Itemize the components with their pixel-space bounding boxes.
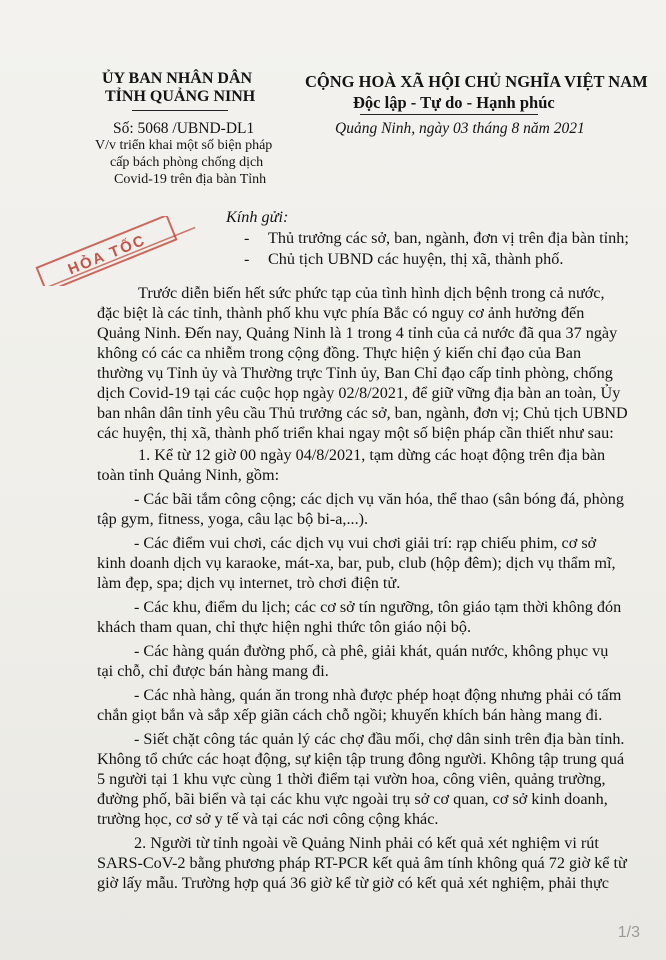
body-line: kinh doanh dịch vụ karaoke, mát-xa, bar, pub, club (hộp đêm); dịch vụ thẩm mĩ,: [97, 554, 616, 572]
body-line: - Các nhà hàng, quán ăn trong nhà được phép hoạt động nhưng phải có tấm: [134, 686, 622, 704]
body-line: chắn giọt bắn và sắp xếp giãn cách chỗ ngồi; khuyến khích bán hàng mang đi.: [97, 706, 603, 724]
body-line: đặc biệt là các tỉnh, thành phố khu vực phía Bắc có nguy cơ ảnh hưởng đến: [97, 304, 585, 322]
body-line: 1. Kể từ 12 giờ 00 ngày 04/8/2021, tạm dừng các hoạt động trên địa bàn: [138, 446, 606, 464]
body-line: Không tổ chức các hoạt động, sự kiện tập trung đông người. Không tập trung quá: [97, 750, 625, 768]
nation-title: CỘNG HOÀ XÃ HỘI CHỦ NGHĨA VIỆT NAM: [305, 72, 648, 91]
body-line: toàn tỉnh Quảng Ninh, gồm:: [97, 466, 280, 484]
body-line: đường phố, bãi biển và tại các khu vực ngoài trụ sở cơ quan, cơ sở kinh doanh,: [97, 790, 608, 808]
org-underline: [132, 110, 228, 111]
org-name-line1: ỦY BAN NHÂN DÂN: [102, 70, 253, 87]
body-line: - Các bãi tắm công cộng; các dịch vụ văn hóa, thể thao (sân bóng đá, phòng: [134, 490, 624, 508]
greeting: Kính gửi:: [226, 208, 289, 226]
body-line: thường vụ Tỉnh ủy và Thường trực Tỉnh ủy, Ban Chỉ đạo cấp tỉnh phòng, chống: [97, 364, 613, 382]
doc-number: Số: 5068 /UBND-DL1: [113, 120, 255, 137]
subject-line-3: Covid-19 trên địa bàn Tỉnh: [114, 172, 267, 187]
subject-line-2: cấp bách phòng chống dịch: [110, 155, 264, 170]
body-line: tập gym, fitness, yoga, câu lạc bộ bi-a,...).: [97, 510, 369, 528]
body-line: ban nhân dân tỉnh yêu cầu Thủ trưởng các sở, ban, ngành, đơn vị; Chủ tịch UBND: [97, 404, 628, 422]
body-line: giờ lấy mẫu. Trường hợp quá 36 giờ kể từ giờ có kết quả xét nghiệm, phải thực: [97, 874, 609, 892]
place-date: Quảng Ninh, ngày 03 tháng 8 năm 2021: [335, 120, 585, 137]
subject-line-1: V/v triển khai một số biện pháp: [95, 138, 273, 153]
urgent-stamp: [18, 216, 208, 286]
body-line: 2. Người từ tỉnh ngoài về Quảng Ninh phải có kết quả xét nghiệm vi rút: [134, 834, 599, 852]
body-line: Quảng Ninh. Đến nay, Quảng Ninh là 1 trong 4 tỉnh của cả nước đã qua 37 ngày: [97, 324, 618, 342]
page-indicator: 1/3: [617, 924, 640, 941]
motto-underline: [360, 114, 538, 115]
recipient-2-bullet: -: [244, 250, 250, 268]
body-line: làm đẹp, spa; dịch vụ internet, trò chơi điện tử.: [97, 574, 401, 592]
org-name-line2: TỈNH QUẢNG NINH: [105, 88, 256, 105]
body-line: khách tham quan, chỉ thực hiện nghi thức tôn giáo nội bộ.: [97, 618, 472, 636]
body-line: - Siết chặt công tác quản lý các chợ đầu mối, chợ dân sinh trên địa bàn tỉnh.: [134, 730, 625, 748]
nation-motto: Độc lập - Tự do - Hạnh phúc: [353, 93, 555, 112]
recipient-2: Chủ tịch UBND các huyện, thị xã, thành phố.: [268, 250, 564, 268]
body-line: không có các ca nhiễm trong cộng đồng. Thực hiện ý kiến chỉ đạo của Ban: [97, 344, 582, 362]
stamp-label: HỎA TỐC: [65, 231, 149, 279]
body-line: - Các khu, điểm du lịch; các cơ sở tín ngưỡng, tôn giáo tạm thời không đón: [134, 598, 622, 616]
recipient-1: Thủ trưởng các sở, ban, ngành, đơn vị trên địa bàn tỉnh;: [268, 229, 629, 247]
body-line: SARS-CoV-2 bằng phương pháp RT-PCR kết quả âm tính không quá 72 giờ kể từ: [97, 854, 627, 872]
body-line: các huyện, thị xã, thành phố triển khai ngay một số biện pháp cần thiết như sau:: [97, 424, 614, 442]
body-line: Trước diễn biến hết sức phức tạp của tình hình dịch bệnh trong cả nước,: [138, 284, 605, 302]
body-line: tại chỗ, chỉ được bán hàng mang đi.: [97, 662, 329, 680]
body-line: - Các hàng quán đường phố, cà phê, giải khát, quán nước, không phục vụ: [134, 642, 609, 660]
body-line: 5 người tại 1 khu vực cùng 1 thời điểm tại vườn hoa, công viên, quảng trường,: [97, 770, 606, 788]
recipient-1-bullet: -: [244, 229, 250, 247]
body-line: dịch Covid-19 tại các cuộc họp ngày 02/8/2021, để giữ vững địa bàn an toàn, Ủy: [97, 384, 621, 402]
body-line: - Các điểm vui chơi, các dịch vụ vui chơi giải trí: rạp chiếu phim, cơ sở: [134, 534, 597, 552]
body-line: trường học, cơ sở y tế và tại các nơi công cộng khác.: [97, 810, 439, 828]
